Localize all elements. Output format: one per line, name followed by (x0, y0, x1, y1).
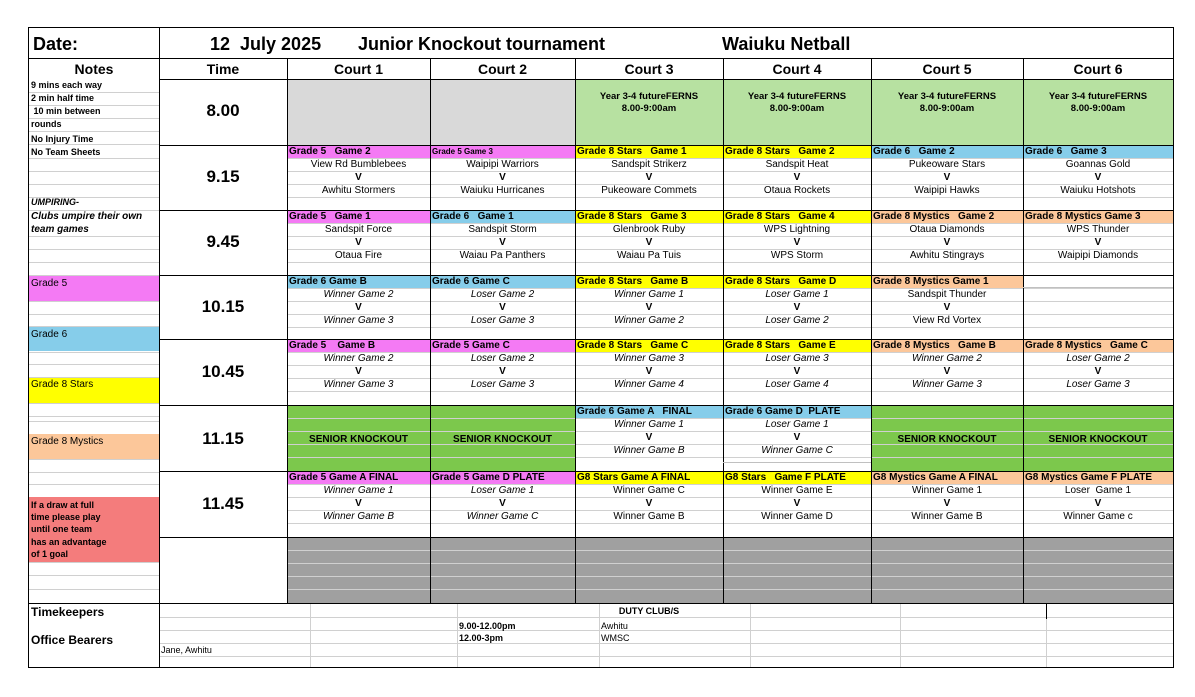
timekeepers-label: Timekeepers (31, 605, 105, 619)
grid-line (159, 617, 1173, 618)
grid-border (1023, 58, 1024, 603)
game-tag: Grade 8 Stars Game B (577, 276, 689, 287)
team-away: Winner Game 3 (323, 379, 394, 390)
court1-unused-8am (287, 79, 430, 145)
grid-line (29, 262, 159, 263)
game-tag: Grade 8 Stars Game 4 (725, 211, 835, 222)
grid-border (159, 339, 1174, 340)
grid-line (29, 459, 159, 460)
game-tag: Grade 5 Game 1 (289, 211, 371, 222)
game-tag: G8 Stars Game A FINAL (577, 472, 691, 483)
team-away: Waiau Pa Tuis (616, 250, 682, 261)
court-3-header: Court 3 (624, 61, 674, 77)
versus-label: V (645, 172, 653, 183)
unused-slot-block (287, 537, 1173, 603)
grid-line (159, 630, 1173, 631)
grid-border (1173, 27, 1174, 668)
versus-label: V (793, 432, 801, 443)
team-away: Awhitu Stingrays (909, 250, 985, 261)
team-home: Winner Game 1 (911, 485, 983, 496)
team-home: Winner Game C (613, 485, 685, 496)
game-tag: Grade 5 Game A FINAL (289, 472, 399, 483)
time-10-45: 10.45 (201, 362, 245, 381)
team-away: Winner Game 4 (614, 379, 684, 390)
game-tag: Grade 6 Game B (289, 276, 367, 287)
team-away: Winner Game C (761, 445, 833, 456)
legend-grade6-label: Grade 6 (31, 329, 68, 340)
team-home: Pukeoware Stars (908, 159, 986, 170)
note-line-6: No Team Sheets (31, 147, 101, 157)
grid-border (159, 537, 1174, 538)
note-line-3: 10 min between (31, 106, 101, 116)
team-home: Winner Game 3 (614, 353, 684, 364)
duty-time-2: 12.00-3pm (459, 633, 504, 643)
time-9-45: 9.45 (206, 232, 240, 251)
team-away: Loser Game 3 (470, 379, 535, 390)
team-home: Loser Game 1 (470, 485, 535, 496)
team-home: Winner Game 1 (614, 289, 684, 300)
team-away: Waiau Pa Panthers (459, 250, 546, 261)
versus-label: V (645, 432, 653, 443)
event-title: Junior Knockout tournament (358, 34, 605, 54)
versus-label: V (355, 172, 362, 183)
versus-label: V (793, 366, 801, 377)
grid-line (29, 275, 159, 276)
note-line-1: 9 mins each way (31, 80, 103, 90)
grid-line (29, 131, 159, 132)
grid-border (28, 27, 29, 668)
versus-label: V (793, 302, 801, 313)
senior-knockout-court1: SENIOR KNOCKOUT (309, 434, 408, 445)
versus-label: V (943, 172, 951, 183)
grid-line (287, 576, 1173, 577)
team-away: Waiuku Hurricanes (460, 185, 545, 196)
team-home: Winner Game E (761, 485, 833, 496)
senior-knockout-court6: SENIOR KNOCKOUT (1048, 434, 1148, 445)
grid-line (29, 184, 159, 185)
grid-border (1046, 603, 1047, 619)
team-home: Loser Game 3 (765, 353, 829, 364)
note-line-2: 2 min half time (31, 93, 95, 103)
versus-label: V (355, 302, 362, 313)
game-tag: Grade 8 Mystics Game C (1025, 340, 1148, 351)
grid-line (29, 171, 159, 172)
team-home: Loser Game 1 (765, 419, 829, 430)
team-away: Winner Game c (1063, 511, 1133, 522)
team-home: Winner Game 1 (614, 419, 684, 430)
team-home: Sandspit Thunder (907, 289, 987, 300)
grid-line (29, 421, 159, 422)
game-tag: Grade 8 Stars Game 1 (577, 146, 687, 157)
grid-border (159, 145, 1174, 146)
grid-line (287, 197, 1173, 198)
versus-label: V (1094, 237, 1102, 248)
game-tag: G8 Stars Game F PLATE (725, 472, 846, 483)
time-10-15: 10.15 (201, 297, 245, 316)
team-away: Loser Game 4 (765, 379, 829, 390)
ferns-court3-line2: 8.00-9:00am (621, 103, 677, 114)
game-tag: Grade 8 Mystics Game 2 (873, 211, 995, 222)
grid-border (287, 58, 288, 603)
duty-time-1: 9.00-12.00pm (459, 621, 516, 631)
office-bearers-label: Office Bearers (31, 633, 114, 647)
grid-border (159, 471, 1174, 472)
ferns-court6-line1: Year 3-4 futureFERNS (1048, 91, 1148, 102)
grid-line (29, 352, 159, 353)
grid-border (159, 27, 160, 668)
game-tag: Grade 6 Game A FINAL (577, 406, 692, 417)
team-away: Winner Game B (322, 511, 395, 522)
versus-label: V (645, 237, 653, 248)
team-away: Winner Game 3 (323, 315, 394, 326)
team-home: Winner Game 2 (323, 289, 394, 300)
grid-line (310, 603, 311, 667)
team-away: Winner Game C (466, 511, 539, 522)
duty-club-1: Awhitu (601, 621, 628, 631)
versus-label: V (645, 366, 653, 377)
grid-border (159, 275, 1174, 276)
legend-mystics-label: Grade 8 Mystics (31, 436, 104, 447)
game-tag: G8 Mystics Game A FINAL (873, 472, 998, 483)
team-away: Winner Game D (761, 511, 833, 522)
grid-line (29, 484, 159, 485)
game-tag: Grade 8 Stars Game C (577, 340, 689, 351)
team-away: Waiuku Hotshots (1060, 185, 1136, 196)
team-home: Winner Game 1 (323, 485, 394, 496)
draw-rule-1: If a draw at full (31, 500, 95, 510)
grid-line (457, 603, 458, 667)
versus-label: V (499, 366, 506, 377)
team-away: Pukeoware Commets (601, 185, 697, 196)
team-away: Otaua Rockets (763, 185, 831, 196)
event-date: 12 July 2025 (210, 34, 322, 54)
grid-line (750, 603, 751, 667)
umpiring-title: UMPIRING- (31, 197, 79, 207)
grid-border (28, 603, 1174, 604)
team-home: Loser Game 1 (765, 289, 829, 300)
grid-line (29, 416, 159, 417)
draw-rule-2: time please play (31, 512, 101, 522)
grid-border (430, 58, 431, 603)
senior-knockout-court2: SENIOR KNOCKOUT (453, 434, 552, 445)
ferns-court3-line1: Year 3-4 futureFERNS (599, 91, 699, 102)
game-tag: G8 Mystics Game F PLATE (1025, 472, 1153, 483)
grid-line (287, 523, 1173, 524)
versus-label: V (499, 237, 506, 248)
date-label: Date: (33, 34, 79, 54)
ferns-court6-line2: 8.00-9:00am (1070, 103, 1126, 114)
team-away: Winner Game B (911, 511, 983, 522)
game-tag: Grade 6 Game D PLATE (725, 406, 841, 417)
team-home: Sandspit Heat (765, 159, 829, 170)
game-tag: Grade 6 Game 2 (873, 146, 955, 157)
team-home: Loser Game 2 (470, 289, 535, 300)
grid-line (159, 643, 1173, 644)
grid-border (159, 210, 1174, 211)
game-tag: Grade 8 Stars Game D (725, 276, 837, 287)
grid-border (28, 58, 1174, 59)
game-tag: Grade 6 Game 3 (1025, 146, 1107, 157)
officer-name: Jane, Awhitu (161, 645, 212, 655)
versus-label: V (793, 498, 801, 509)
court-6-header: Court 6 (1073, 61, 1123, 77)
draw-rule-5: of 1 goal (31, 549, 69, 559)
grid-line (29, 589, 159, 590)
grid-border (723, 462, 871, 463)
grid-line (29, 326, 159, 327)
versus-label: V (943, 237, 951, 248)
versus-label: V (793, 172, 801, 183)
versus-label: V (645, 302, 653, 313)
game-tag: Grade 8 Stars Game 3 (577, 211, 687, 222)
team-away: Waipipi Diamonds (1057, 250, 1139, 261)
grid-border (159, 79, 1174, 80)
duty-club-2: WMSC (601, 633, 630, 643)
court-5-header: Court 5 (922, 61, 972, 77)
game-tag: Grade 5 Game B (289, 340, 376, 351)
team-away: Awhitu Stormers (321, 185, 396, 196)
grid-line (287, 589, 1173, 590)
grid-line (29, 562, 159, 563)
game-tag: Grade 5 Game C (432, 340, 510, 351)
versus-label: V (1094, 498, 1102, 509)
grid-line (159, 656, 1173, 657)
grid-line (29, 301, 159, 302)
team-away: Loser Game 3 (1066, 379, 1130, 390)
time-8-00: 8.00 (206, 101, 240, 120)
team-home: Loser Game 2 (470, 353, 535, 364)
game-tag: Grade 6 Game C (432, 276, 510, 287)
versus-label: V (1094, 366, 1102, 377)
umpiring-text-2: team games (31, 224, 89, 235)
versus-label: V (499, 172, 506, 183)
team-home: WPS Lightning (763, 224, 831, 235)
team-home: Otaua Diamonds (909, 224, 985, 235)
team-home: Loser Game 2 (1066, 353, 1130, 364)
team-away: Waipipi Hawks (914, 185, 980, 196)
team-away: WPS Storm (770, 250, 824, 261)
versus-label: V (943, 302, 951, 313)
team-away: Loser Game 3 (470, 315, 535, 326)
team-home: WPS Thunder (1066, 224, 1130, 235)
team-home: Sandspit Force (324, 224, 393, 235)
senior-knockout-court5: SENIOR KNOCKOUT (897, 434, 997, 445)
club-name: Waiuku Netball (722, 34, 851, 54)
grid-border (1023, 287, 1173, 288)
game-tag: Grade 8 Stars Game 2 (725, 146, 835, 157)
grid-line (287, 550, 1173, 551)
team-away: Winner Game 3 (912, 379, 982, 390)
grid-border (575, 58, 576, 603)
versus-label: V (355, 366, 362, 377)
versus-label: V (1094, 172, 1102, 183)
court-2-header: Court 2 (478, 61, 527, 77)
versus-label: V (355, 237, 362, 248)
grid-border (28, 27, 1174, 28)
game-tag: Grade 8 Mystics Game 3 (1025, 211, 1141, 222)
court-4-header: Court 4 (772, 61, 822, 77)
grid-line (29, 249, 159, 250)
team-home: Winner Game 2 (323, 353, 394, 364)
game-tag: Grade 5 Game D PLATE (432, 472, 545, 483)
versus-label: V (355, 498, 362, 509)
grid-border (159, 405, 1174, 406)
legend-stars-label: Grade 8 Stars (31, 379, 94, 390)
grid-line (287, 391, 1173, 392)
versus-label: V (943, 366, 951, 377)
court2-unused-8am (430, 79, 575, 145)
notes-header: Notes (74, 61, 114, 77)
game-tag: Grade 8 Mystics Game 1 (873, 276, 989, 287)
grid-line (287, 457, 1173, 458)
grid-border (723, 58, 724, 603)
grid-line (29, 236, 159, 237)
versus-label: V (499, 302, 506, 313)
versus-label: V (943, 498, 951, 509)
team-home: Sandspit Storm (468, 224, 537, 235)
ferns-court5-line2: 8.00-9:00am (919, 103, 975, 114)
team-away: Winner Game B (613, 445, 685, 456)
grid-line (29, 575, 159, 576)
time-9-15: 9.15 (206, 167, 240, 186)
game-tag: Grade 8 Stars Game E (725, 340, 836, 351)
team-home: Goannas Gold (1065, 159, 1131, 170)
team-away: Otaua Fire (334, 250, 383, 261)
game-tag: Grade 6 Game 1 (432, 211, 514, 222)
grid-line (29, 403, 159, 404)
note-line-5: No Injury Time (31, 134, 94, 144)
team-home: Glenbrook Ruby (612, 224, 686, 235)
versus-label: V (793, 237, 801, 248)
grid-border (871, 58, 872, 603)
team-away: Winner Game 2 (614, 315, 684, 326)
grid-line (29, 472, 159, 473)
grid-line (29, 314, 159, 315)
game-tag: Grade 8 Mystics Game B (873, 340, 996, 351)
team-home: View Rd Bumblebees (310, 159, 407, 170)
team-home: Winner Game 2 (912, 353, 982, 364)
versus-label: V (645, 498, 653, 509)
draw-rule-3: until one team (31, 524, 93, 534)
draw-rule-4: has an advantage (31, 537, 107, 547)
grid-line (287, 327, 1173, 328)
legend-grade5-label: Grade 5 (31, 278, 68, 289)
team-home: Loser Game 1 (1064, 485, 1132, 496)
grid-line (29, 364, 159, 365)
game-tag: Grade 5 Game 3 (432, 147, 493, 156)
ferns-court5-line1: Year 3-4 futureFERNS (897, 91, 997, 102)
time-11-15: 11.15 (202, 429, 244, 448)
grid-border (28, 667, 1174, 668)
game-tag: Grade 5 Game 2 (289, 146, 371, 157)
ferns-court4-line1: Year 3-4 futureFERNS (747, 91, 847, 102)
ferns-court4-line2: 8.00-9:00am (769, 103, 825, 114)
team-home: Waipipi Warriors (466, 159, 539, 170)
court-1-header: Court 1 (334, 61, 383, 77)
time-header: Time (206, 61, 240, 77)
team-away: Winner Game B (613, 511, 685, 522)
duty-clubs-title: DUTY CLUB/S (618, 606, 680, 616)
team-home: Sandspit Strikerz (611, 159, 687, 170)
team-away: View Rd Vortex (912, 315, 982, 326)
umpiring-text-1: Clubs umpire their own (31, 211, 143, 222)
time-11-45: 11.45 (202, 494, 244, 513)
grid-line (287, 262, 1173, 263)
versus-label: V (499, 498, 506, 509)
team-away: Loser Game 2 (765, 315, 829, 326)
note-line-4: rounds (31, 119, 62, 129)
grid-line (287, 563, 1173, 564)
grid-line (900, 603, 901, 667)
